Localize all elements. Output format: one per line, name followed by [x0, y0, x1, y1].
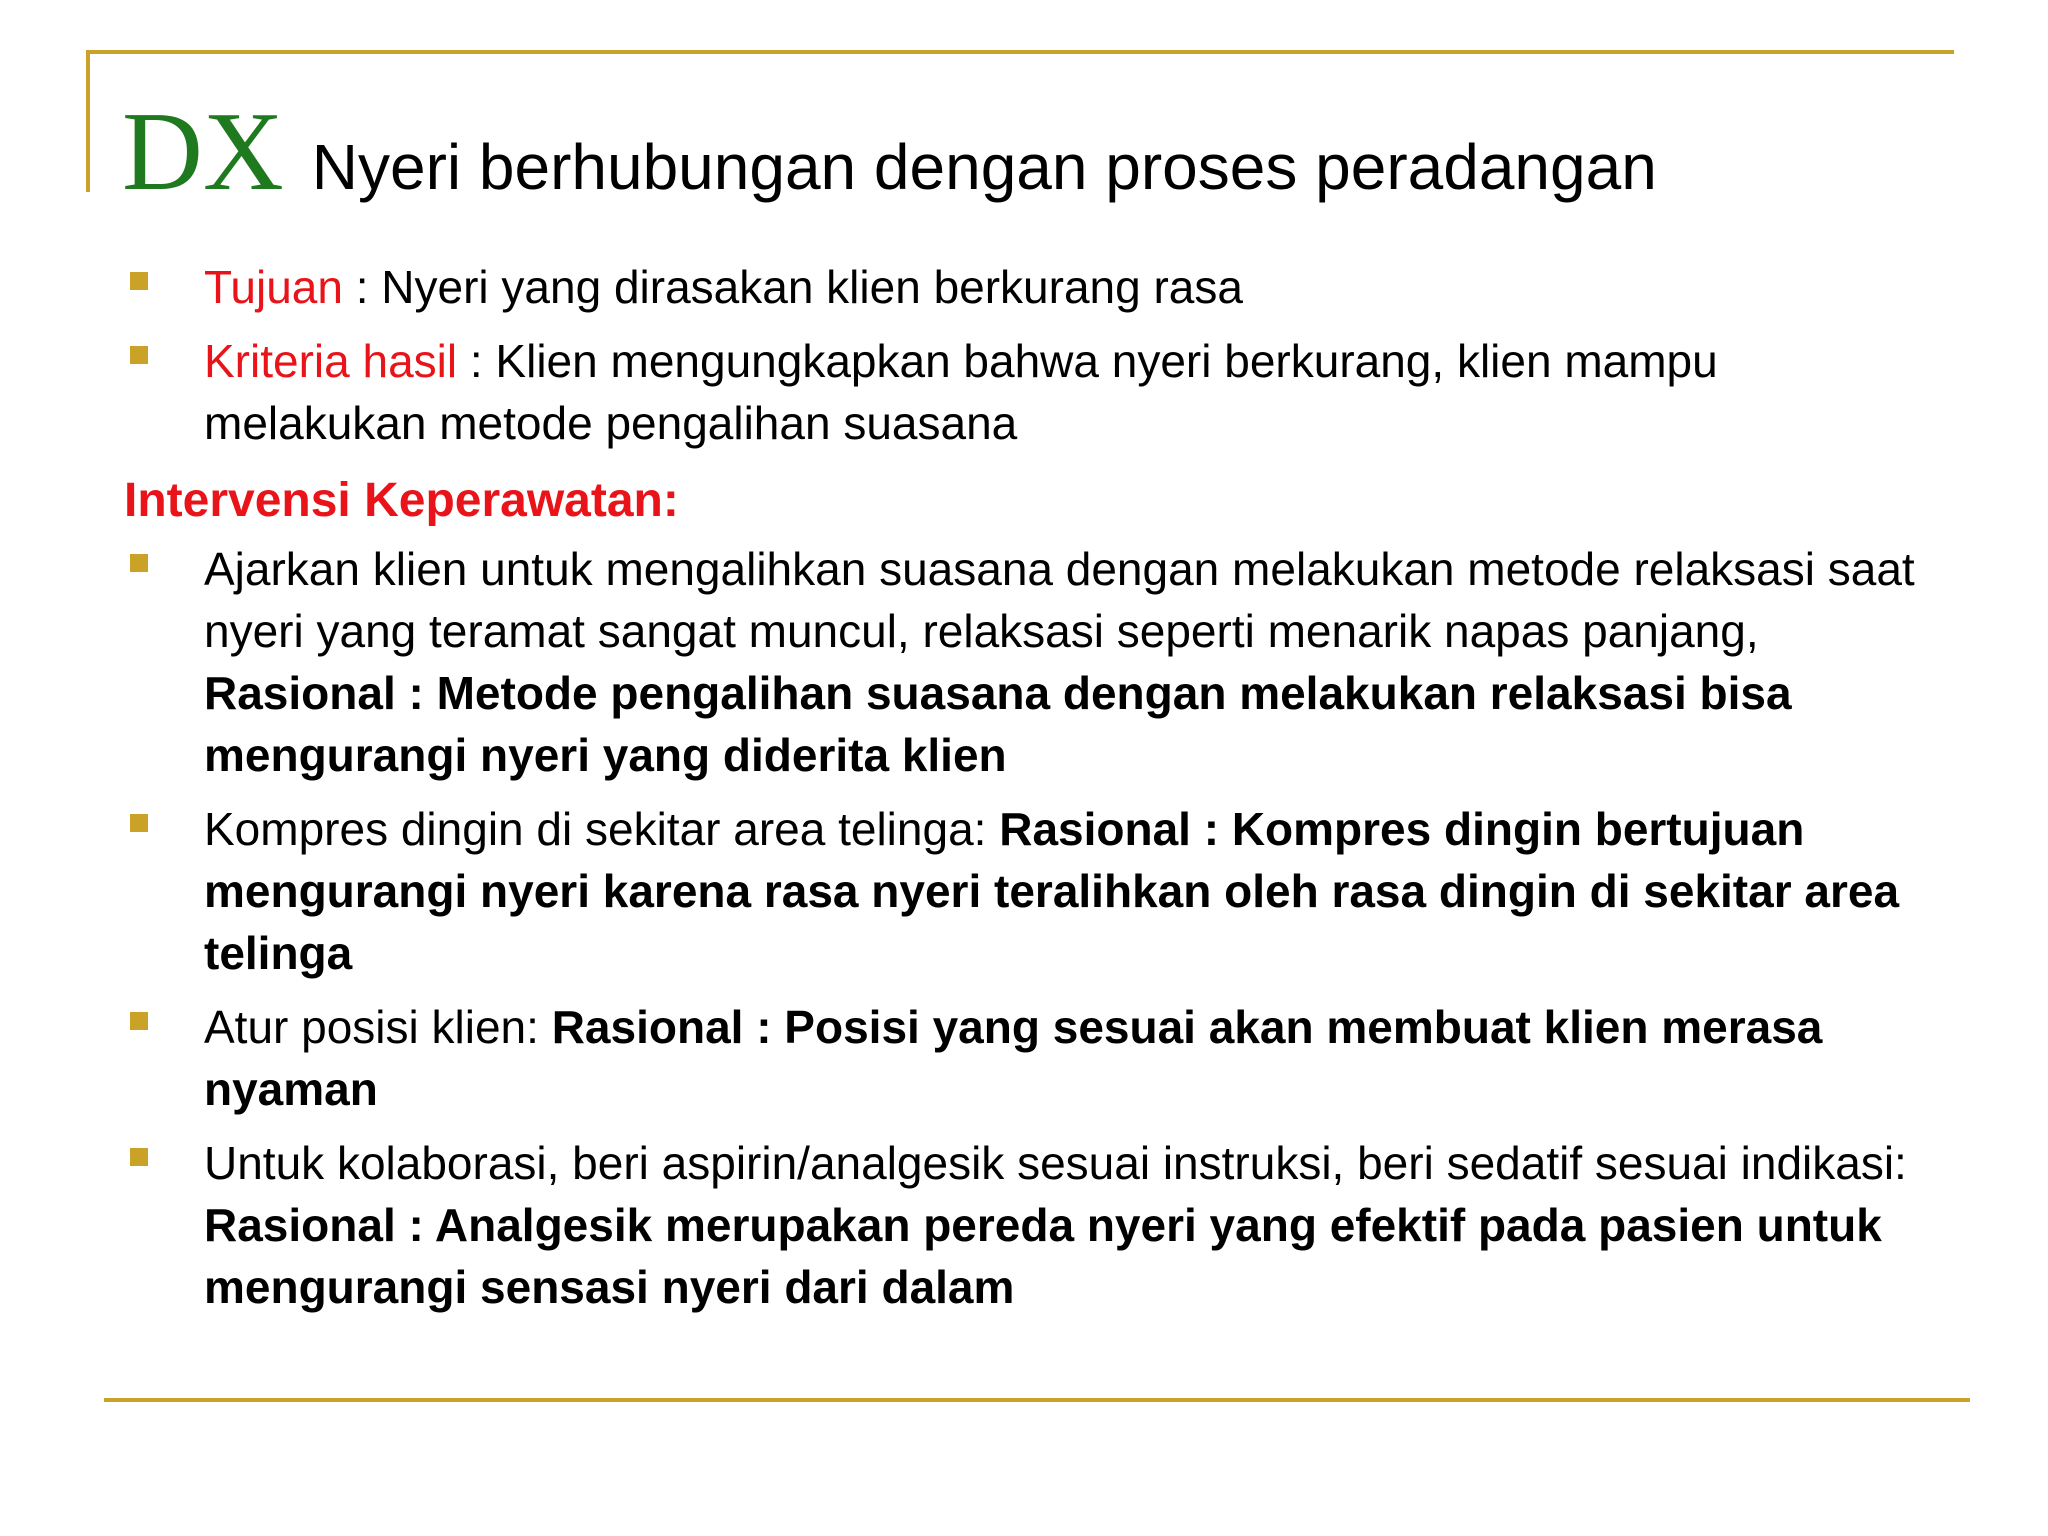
intervention-rational: Rasional : Analgesik merupakan pereda nyeri yang efektif pada pasien untuk mengurangi sensasi nyeri dari dalam — [204, 1199, 1882, 1313]
criteria-text: : Klien mengungkapkan bahwa nyeri berkurang, klien mampu melakukan metode pengalihan suasana — [204, 335, 1718, 449]
section-heading: Intervensi Keperawatan: — [124, 474, 679, 527]
slide-content — [124, 256, 1924, 1330]
intervention-rational: Rasional : Metode pengalihan suasana dengan melakukan relaksasi bisa mengurangi nyeri yang diderita klien — [204, 667, 1792, 781]
goal-text: : Nyeri yang dirasakan klien berkurang rasa — [342, 261, 1243, 313]
frame-top-line — [86, 50, 1954, 54]
square-bullet-icon — [130, 1148, 148, 1166]
frame-bottom-line — [104, 1398, 1970, 1402]
title-text: Nyeri berhubungan dengan proses peradangan — [311, 131, 1657, 203]
square-bullet-icon — [130, 272, 148, 290]
intervention-rational: Rasional : Posisi yang sesuai akan membuat klien merasa nyaman — [204, 1001, 1823, 1115]
intervention-action: Untuk kolaborasi, beri aspirin/analgesik sesuai instruksi, beri sedatif sesuai indikasi: — [204, 1137, 1907, 1189]
slide-title — [122, 90, 1657, 214]
intervention-item — [124, 1132, 1924, 1318]
criteria-label: Kriteria hasil — [204, 335, 458, 387]
intervention-item — [124, 996, 1924, 1120]
square-bullet-icon — [130, 1012, 148, 1030]
title-dx: DX — [122, 90, 284, 214]
intervention-item — [124, 538, 1924, 786]
intervention-action: Kompres dingin di sekitar area telinga: — [204, 803, 1000, 855]
square-bullet-icon — [130, 554, 148, 572]
intervention-item — [124, 798, 1924, 984]
goal-item — [124, 256, 1924, 318]
intervention-action: Atur posisi klien: — [204, 1001, 552, 1053]
intervention-action: Ajarkan klien untuk mengalihkan suasana dengan melakukan metode relaksasi saat nyeri yang teramat sangat muncul, relaksasi seperti menarik napas panjang, — [204, 543, 1915, 657]
square-bullet-icon — [130, 814, 148, 832]
frame-left-line — [86, 50, 90, 192]
goal-label: Tujuan — [204, 261, 343, 313]
criteria-item — [124, 330, 1924, 454]
intervention-rational: Rasional : Kompres dingin bertujuan mengurangi nyeri karena rasa nyeri teralihkan oleh rasa dingin di sekitar area telinga — [204, 803, 1900, 979]
square-bullet-icon — [130, 346, 148, 364]
